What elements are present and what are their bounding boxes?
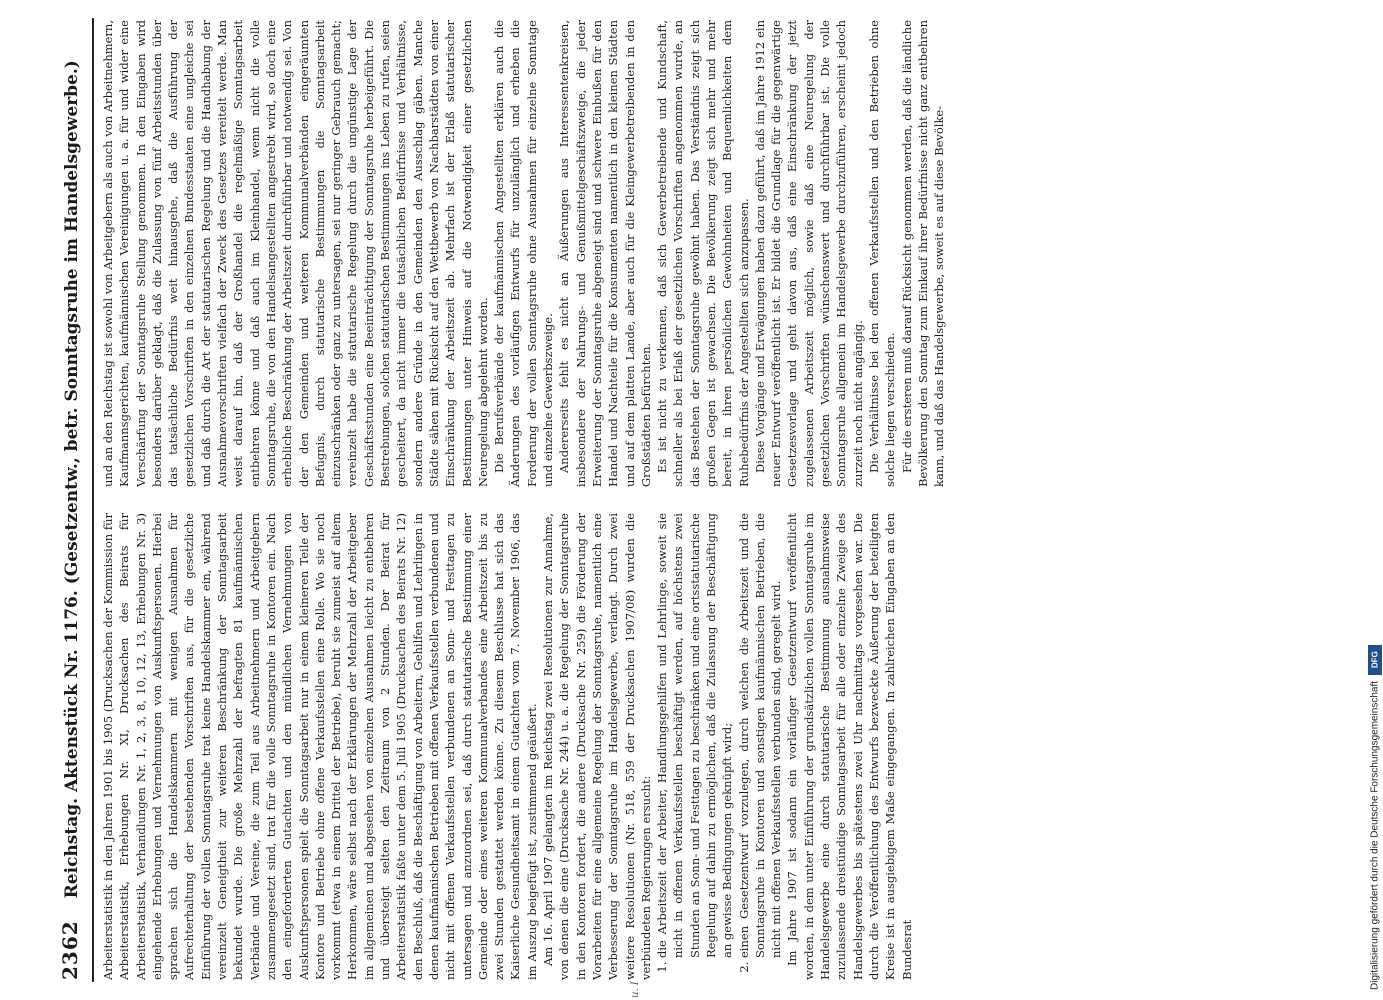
dfg-logo: DFG [1368,645,1382,675]
text-columns [100,20,1290,980]
paragraph: und an den Reichstag ist sowohl von Arbeitgebern als auch von Arbeitnehmern, Kaufmannsgerichten, kaufmännischen Vereinigungen u. a. für und wider eine Verschärfung der Sonntagsruhe Stellung genommen. In den Eingaben wird besonders darüber geklagt, daß die Zulassung von fünf Arbeitsstunden über das tatsächliche Bedürfnis weit hinausgehe, daß die Ausführung der gesetzlichen Vorschriften in den einzelnen Bundesstaaten eine ungleiche sei und daß durch die Art der statutarischen Regelung und die Handhabung der Ausnahmevorschriften vielfach der Zweck des Gesetzes vereitelt werde. Man weist darauf hin, daß der Großhandel die regelmäßige Sonntagsarbeit entbehren könne und daß auch im Kleinhandel, wenn nicht die volle Sonntagsruhe, die von den Handelsangestellten angestrebt wird, so doch eine erhebliche Beschränkung der Arbeitszeit durchführbar und notwendig sei. Von der den Gemeinden und weiteren Kommunalverbänden eingeräumten Befugnis, durch statutarische Bestimmungen die Sonntagsarbeit einzuschränken oder ganz zu untersagen, sei nur geringer Gebrauch gemacht; vereinzelt habe die statutarische Regelung durch die ungünstige Lage der Geschäftsstunden eine Beeinträchtigung der Sonntagsruhe herbeigeführt. Die Bestrebungen, solchen statutarischen Bestimmungen ins Leben zu rufen, seien gescheitert, da nicht immer die tatsächlichen Bedürfnisse und Verhältnisse, sondern andere Gründe in den Gemeinden den Ausschlag gäben. Manche Städte sähen mit Rücksicht auf den Wettbewerb von Nachbarstädten von einer Einschränkung der Arbeitszeit ab. Mehrfach ist der Erlaß statutarischer Bestimmungen unter Hinweis auf die Notwendigkeit einer gesetzlichen Neuregelung abgelehnt worden. [101,20,490,487]
digitization-credit [1368,10,1382,990]
list-item: 2. einen Gesetzentwurf vorzulegen, durch welchen die Arbeitszeit und die Sonntagsruhe in Kontoren und sonstigen kaufmännischen Betrieben, die nicht mit offenen Verkaufsstellen verbunden sind, geregelt wird. [736,513,785,958]
paragraph: Andererseits fehlt es nicht an Äußerungen aus Interessentenkreisen, insbesondere der Nahrungs- und Genußmittelgeschäftszweige, die jeder Erweiterung der Sonntagsruhe abgeneigt sind und schwere Einbußen für den Handel und Nachteile für die Konsumenten namentlich in den kleinen Städten und auf dem platten Lande, aber auch für die Kleingewerbetreibenden in den Großstädten befürchten. [557,20,653,487]
paragraph: Diese Vorgänge und Erwägungen haben dazu geführt, daß im Jahre 1912 ein neuer Entwurf veröffentlicht ist. Er bildet die Grundlage für die gegenwärtige Gesetzesvorlage und geht davon aus, daß eine Einschränkung der jetzt zugelassenen Arbeitszeit möglich, sowie daß eine Neuregelung der gesetzlichen Vorschriften wünschenswert und durchführbar ist. Die volle Sonntagsruhe allgemein im Handelsgewerbe durchzuführen, erscheint jedoch zurzeit noch nicht angängig. [752,20,865,487]
right-column [100,20,1290,487]
paragraph: Es ist nicht zu verkennen, daß sich Gewerbetreibende und Kundschaft, schneller als bei Erlaß der gesetzlichen Vorschriften angenommen wurde, an das Bestehen der Sonntagsruhe gewöhnt haben. Das Verständnis zeigt sich großen Gegen ist gewachsen. Die Bevölkerung zeigt sich mehr und mehr bereit, in ihren persönlichen Gewohnheiten und Bequemlichkeiten dem Ruhebedürfnis der Angestellten sich anzupassen. [655,20,751,487]
paragraph: Die Berufsverbände der kaufmännischen Angestellten erklären auch die Änderungen des vorläufigen Entwurfs für unzulänglich und erheben die Forderung der vollen Sonntagsruhe ohne Ausnahmen für einzelne Sonntage und einzelne Gewerbszweige. [492,20,556,487]
paragraph: Für die ersteren muß darauf Rücksicht genommen werden, daß die ländliche Bevölkerung den Sonntag zum Einkauf ihrer Bedürfnisse nicht ganz entbehren kann, und daß das Handelsgewerbe, soweit es auf diese Bevölke- [899,20,947,487]
margin-note: u. I [630,981,641,998]
resolution-list [654,513,784,980]
page-number: 2362 [58,920,82,980]
list-item: 1. die Arbeitszeit der Arbeiter, Handlungsgehilfen und Lehrlinge, soweit sie nicht in offenen Verkaufsstellen beschäftigt werden, auf höchstens zwei Stunden an Sonn- und Festtagen zu beschränken und eine ortsstatutarische Regelung auf dahin zu ermöglichen, daß die Zulassung der Beschäftigung an gewisse Bedingungen geknüpft wird; [654,513,735,958]
page-header [58,20,88,980]
paragraph: Arbeiterstatistik in den Jahren 1901 bis 1905 (Drucksachen der Kommission für Arbeiterstatistik, Erhebungen Nr. XI, Drucksachen des Beirats für Arbeiterstatistik, Verhandlungen Nr. 1, 2, 3, 8, 10, 12, 13, Erhebungen Nr. 3) eingehende Erhebungen und Vernehmungen von Auskunftspersonen. Hierbei sprachen sich die Handelskammern mit wenigen Ausnahmen für Aufrechterhaltung der bestehenden Vorschriften aus, für die gesetzliche Einführung der vollen Sonntagsruhe trat keine Handelskammer ein, während vereinzelt Geneigtheit zur weiteren Beschränkung der Sonntagsarbeit bekundet wurde. Die große Mehrzahl der befragten 81 kaufmännischen Verbände und Vereine, die zum Teil aus Arbeitnehmern und Arbeitgebern zusammengesetzt sind, trat für die volle Sonntagsruhe in Kontoren ein. Nach den eingeforderten Gutachten und den mündlichen Vernehmungen von Auskunftspersonen spielt die Sonntagsarbeit nur in einem kleineren Teile der Kontore und Betriebe ohne offene Verkaufsstellen eine Rolle. Wo sie noch vorkommt (etwa in einem Drittel der Betriebe), beruht sie zumeist auf altem Herkommen, wäre selbst nach der Erklärungen der Mehrzahl der Arbeitgeber im allgemeinen und abgesehen von einzelnen Ausnahmen leicht zu entbehren und übersteigt selten den Zeitraum von 2 Stunden. Der Beirat für Arbeiterstatistik faßte unter dem 5. Juli 1905 (Drucksachen des Beirats Nr. 12) den Beschluß, daß die Beschäftigung von Arbeitern, Gehilfen und Lehrlingen in denen kaufmännischen Betrieben mit offenen Verkaufsstellen verbundenen und nicht mit offenen Verkaufsstellen verbundenen an Sonn- und Festtagen zu untersagen und anzuordnen sei, daß durch statutarische Bestimmung einer Gemeinde oder eines weiteren Kommunalverbandes eine Arbeitszeit bis zu zwei Stunden gestattet werden könne. Zu diesem Beschlusse hat sich das Kaiserliche Gesundheitsamt in einem Gutachten vom 7. November 1906, das im Auszug beigefügt ist, zustimmend geäußert. [101,513,539,980]
paragraph: Im Jahre 1907 ist sodann ein vorläufiger Gesetzentwurf veröffentlicht worden, in dem unter Einführung der grundsätzlichen vollen Sonntagsruhe im Handelsgewerbe eine durch statutarische Bestimmung ausnahmsweise zuzulassende dreistündige Sonntagsarbeit für alle oder einzelne Zweige des Handelsgewerbes bis spätestens zwei Uhr nachmittags vorgesehen war. Die durch die Veröffentlichung des Entwurfs bezweckte Äußerung der beteiligten Kreise ist in ausgiebigem Maße eingegangen. In zahlreichen Eingaben an den Bundesrat [785,513,914,980]
paragraph: Am 16. April 1907 gelangten im Reichstag zwei Resolutionen zur Annahme, von denen die eine (Drucksache Nr. 244) u. a. die Regelung der Sonntagsruhe in den Kontoren fordert, die andere (Drucksache Nr. 259) die Förderung der Vorarbeiten für eine allgemeine Regelung der Sonntagsruhe, namentlich eine Verbesserung der Sonntagsruhe im Handelsgewerbe, verlangt. Durch zwei weitere Resolutionen (Nr. 518, 559 der Drucksachen 1907/08) wurden die verbündeten Regierungen ersucht: [541,513,653,980]
paragraph: Die Verhältnisse bei den offenen Verkaufsstellen und den Betrieben ohne solche liegen verschieden. [866,20,898,487]
running-head: Reichstag. Aktenstück Nr. 1176. (Gesetzentw., betr. Sonntagsruhe im Handelsgewerbe.) [62,60,82,899]
credit-text: Digitalisierung gefördert durch die Deutsche Forschungsgemeinschaft [1369,680,1381,990]
header-rule [92,18,94,982]
left-column [100,513,1290,980]
